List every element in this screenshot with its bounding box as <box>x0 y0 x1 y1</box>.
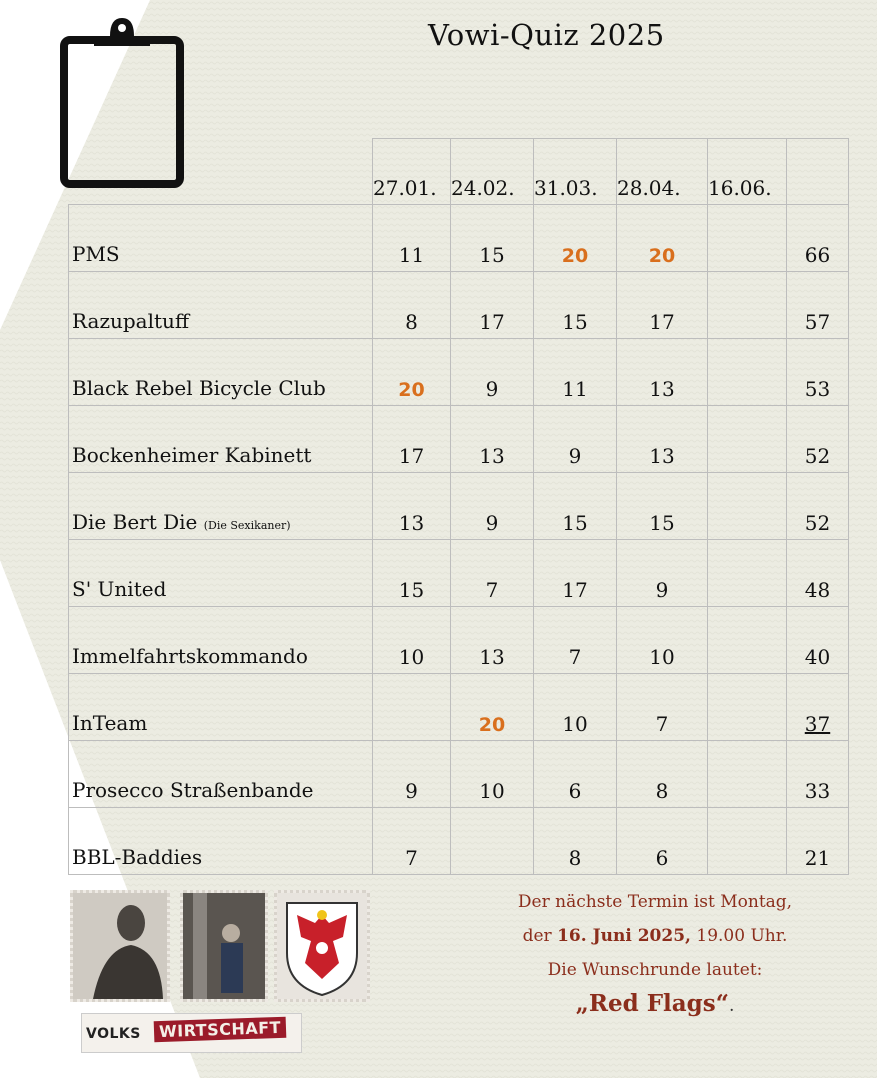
score-value: 7 <box>485 577 499 602</box>
score-value: 17 <box>398 443 425 468</box>
score-value: 15 <box>398 577 425 602</box>
score-value: 9 <box>405 778 418 803</box>
score-cell <box>373 405 451 472</box>
total-value: 52 <box>804 510 831 535</box>
score-cell <box>534 807 617 874</box>
total-value: 57 <box>804 309 831 334</box>
score-value: 11 <box>398 242 425 267</box>
score-cell <box>708 472 787 539</box>
total-value: 48 <box>804 577 831 602</box>
date-header: 28.04. <box>617 139 708 205</box>
score-cell <box>708 405 787 472</box>
team-name-cell <box>69 338 373 405</box>
score-cell <box>617 204 708 271</box>
info-line-3: Die Wunschrunde lautet: <box>547 960 763 980</box>
score-cell <box>617 673 708 740</box>
score-cell <box>617 740 708 807</box>
total-cell <box>787 472 849 539</box>
score-cell <box>373 539 451 606</box>
score-cell <box>373 740 451 807</box>
header-blank-cell <box>69 139 373 205</box>
team-name-cell <box>69 606 373 673</box>
score-cell <box>534 338 617 405</box>
score-value: 10 <box>649 644 675 669</box>
total-value: 52 <box>804 443 831 468</box>
score-cell <box>708 271 787 338</box>
table-header-row <box>69 139 849 205</box>
score-value: 15 <box>479 242 505 267</box>
total-cell <box>787 740 849 807</box>
score-cell <box>617 539 708 606</box>
standings-table <box>68 138 849 875</box>
score-value: 13 <box>479 644 505 669</box>
score-value: 20 <box>398 378 425 401</box>
frankfurt-eagle-coat-of-arms <box>274 890 370 1002</box>
score-cell <box>708 673 787 740</box>
volkswirtschaft-logo <box>81 1013 302 1053</box>
score-value: 9 <box>568 443 582 468</box>
date-header: 16.06. <box>708 139 787 205</box>
score-value: 13 <box>649 443 675 468</box>
info-line-1: Der nächste Termin ist Montag, <box>517 892 793 912</box>
score-cell <box>617 472 708 539</box>
score-cell <box>451 673 534 740</box>
score-cell <box>451 472 534 539</box>
team-name: Immelfahrtskommando <box>72 643 308 668</box>
total-cell <box>787 539 849 606</box>
score-cell <box>708 606 787 673</box>
logo-part-wirtschaft: WIRTSCHAFT <box>154 1017 287 1043</box>
table-row <box>69 807 849 874</box>
team-name-cell <box>69 271 373 338</box>
score-value: 15 <box>562 309 588 334</box>
score-cell <box>373 338 451 405</box>
score-cell <box>617 807 708 874</box>
total-cell <box>787 204 849 271</box>
score-cell <box>708 807 787 874</box>
score-cell <box>373 271 451 338</box>
team-name-cell <box>69 539 373 606</box>
info-theme-line <box>470 987 840 1023</box>
score-cell <box>617 338 708 405</box>
score-value: 6 <box>568 778 582 803</box>
score-value: 9 <box>485 376 499 401</box>
score-cell <box>617 405 708 472</box>
total-cell <box>787 338 849 405</box>
score-cell <box>451 539 534 606</box>
score-cell <box>534 740 617 807</box>
date-header: 27.01. <box>373 139 451 205</box>
score-value: 20 <box>478 713 506 736</box>
team-note: (Die Sexikaner) <box>203 518 291 532</box>
score-value: 8 <box>568 845 582 870</box>
score-cell <box>708 740 787 807</box>
total-value: 53 <box>804 376 831 401</box>
team-name: Razupaltuff <box>72 308 190 333</box>
table-row <box>69 673 849 740</box>
info-theme-end: . <box>728 996 735 1016</box>
score-cell <box>534 271 617 338</box>
score-cell <box>373 673 451 740</box>
score-cell <box>373 204 451 271</box>
team-name-cell <box>69 472 373 539</box>
score-cell <box>451 807 534 874</box>
score-value: 15 <box>562 510 588 535</box>
score-cell <box>373 807 451 874</box>
score-value: 6 <box>655 845 669 870</box>
score-cell <box>534 472 617 539</box>
total-value: 33 <box>804 778 831 803</box>
score-cell <box>617 606 708 673</box>
team-name: S' United <box>72 576 167 601</box>
info-line-2-prefix: der <box>522 926 552 946</box>
table-row <box>69 472 849 539</box>
score-value: 9 <box>655 577 669 602</box>
team-name-cell <box>69 405 373 472</box>
score-cell <box>617 271 708 338</box>
score-cell <box>451 338 534 405</box>
info-theme: „Red Flags“ <box>575 990 729 1017</box>
score-value: 11 <box>562 376 588 401</box>
table-row <box>69 271 849 338</box>
total-cell <box>787 606 849 673</box>
info-time: 19.00 Uhr. <box>696 926 788 946</box>
total-cell <box>787 271 849 338</box>
team-name-cell <box>69 740 373 807</box>
score-cell <box>451 405 534 472</box>
score-value: 8 <box>405 309 418 334</box>
score-value: 20 <box>648 244 676 267</box>
score-cell <box>373 606 451 673</box>
score-cell <box>451 204 534 271</box>
team-name: Prosecco Straßenbande <box>72 777 314 802</box>
score-cell <box>451 606 534 673</box>
total-header <box>787 139 849 205</box>
team-name: Bockenheimer Kabinett <box>72 442 312 467</box>
date-header: 31.03. <box>534 139 617 205</box>
team-name: Die Bert Die <box>72 509 198 534</box>
next-date-info <box>470 885 840 1023</box>
score-value: 13 <box>398 510 425 535</box>
table-row <box>69 405 849 472</box>
score-cell <box>534 673 617 740</box>
table-row <box>69 606 849 673</box>
score-value: 10 <box>562 711 588 736</box>
team-name: InTeam <box>72 710 148 735</box>
total-cell <box>787 405 849 472</box>
info-line-2 <box>470 919 840 953</box>
score-value: 15 <box>649 510 675 535</box>
stamp-photo-doorway <box>180 890 268 1002</box>
score-value: 17 <box>479 309 505 334</box>
score-value: 7 <box>405 845 418 870</box>
total-value: 40 <box>804 644 831 669</box>
score-cell <box>534 405 617 472</box>
score-cell <box>534 204 617 271</box>
table-row <box>69 204 849 271</box>
total-value: 37 <box>804 711 831 736</box>
score-value: 7 <box>655 711 669 736</box>
score-cell <box>708 539 787 606</box>
team-name-cell <box>69 807 373 874</box>
score-cell <box>708 204 787 271</box>
total-value: 66 <box>804 242 831 267</box>
team-name-cell <box>69 204 373 271</box>
date-header: 24.02. <box>451 139 534 205</box>
total-value: 21 <box>804 845 831 870</box>
score-cell <box>534 606 617 673</box>
score-cell <box>373 472 451 539</box>
score-value: 10 <box>398 644 425 669</box>
score-value: 9 <box>485 510 499 535</box>
score-value: 17 <box>562 577 588 602</box>
team-name: Black Rebel Bicycle Club <box>72 375 326 400</box>
score-value: 13 <box>479 443 505 468</box>
score-value: 20 <box>561 244 589 267</box>
score-value: 17 <box>649 309 675 334</box>
table-row <box>69 539 849 606</box>
score-cell <box>451 740 534 807</box>
stamp-photo-man <box>70 890 170 1002</box>
page-title: Vowi-Quiz 2025 <box>428 18 665 52</box>
score-cell <box>451 271 534 338</box>
team-name: PMS <box>72 241 120 266</box>
score-value: 10 <box>479 778 505 803</box>
team-name: BBL-Baddies <box>72 844 203 869</box>
score-cell <box>708 338 787 405</box>
score-value: 13 <box>649 376 675 401</box>
table-row <box>69 338 849 405</box>
info-date: 16. Juni 2025, <box>557 926 691 946</box>
table-row <box>69 740 849 807</box>
score-value: 8 <box>655 778 669 803</box>
total-cell <box>787 673 849 740</box>
score-value: 7 <box>568 644 582 669</box>
score-cell <box>534 539 617 606</box>
team-name-cell <box>69 673 373 740</box>
total-cell <box>787 807 849 874</box>
logo-part-volks: VOLKS <box>86 1026 141 1042</box>
